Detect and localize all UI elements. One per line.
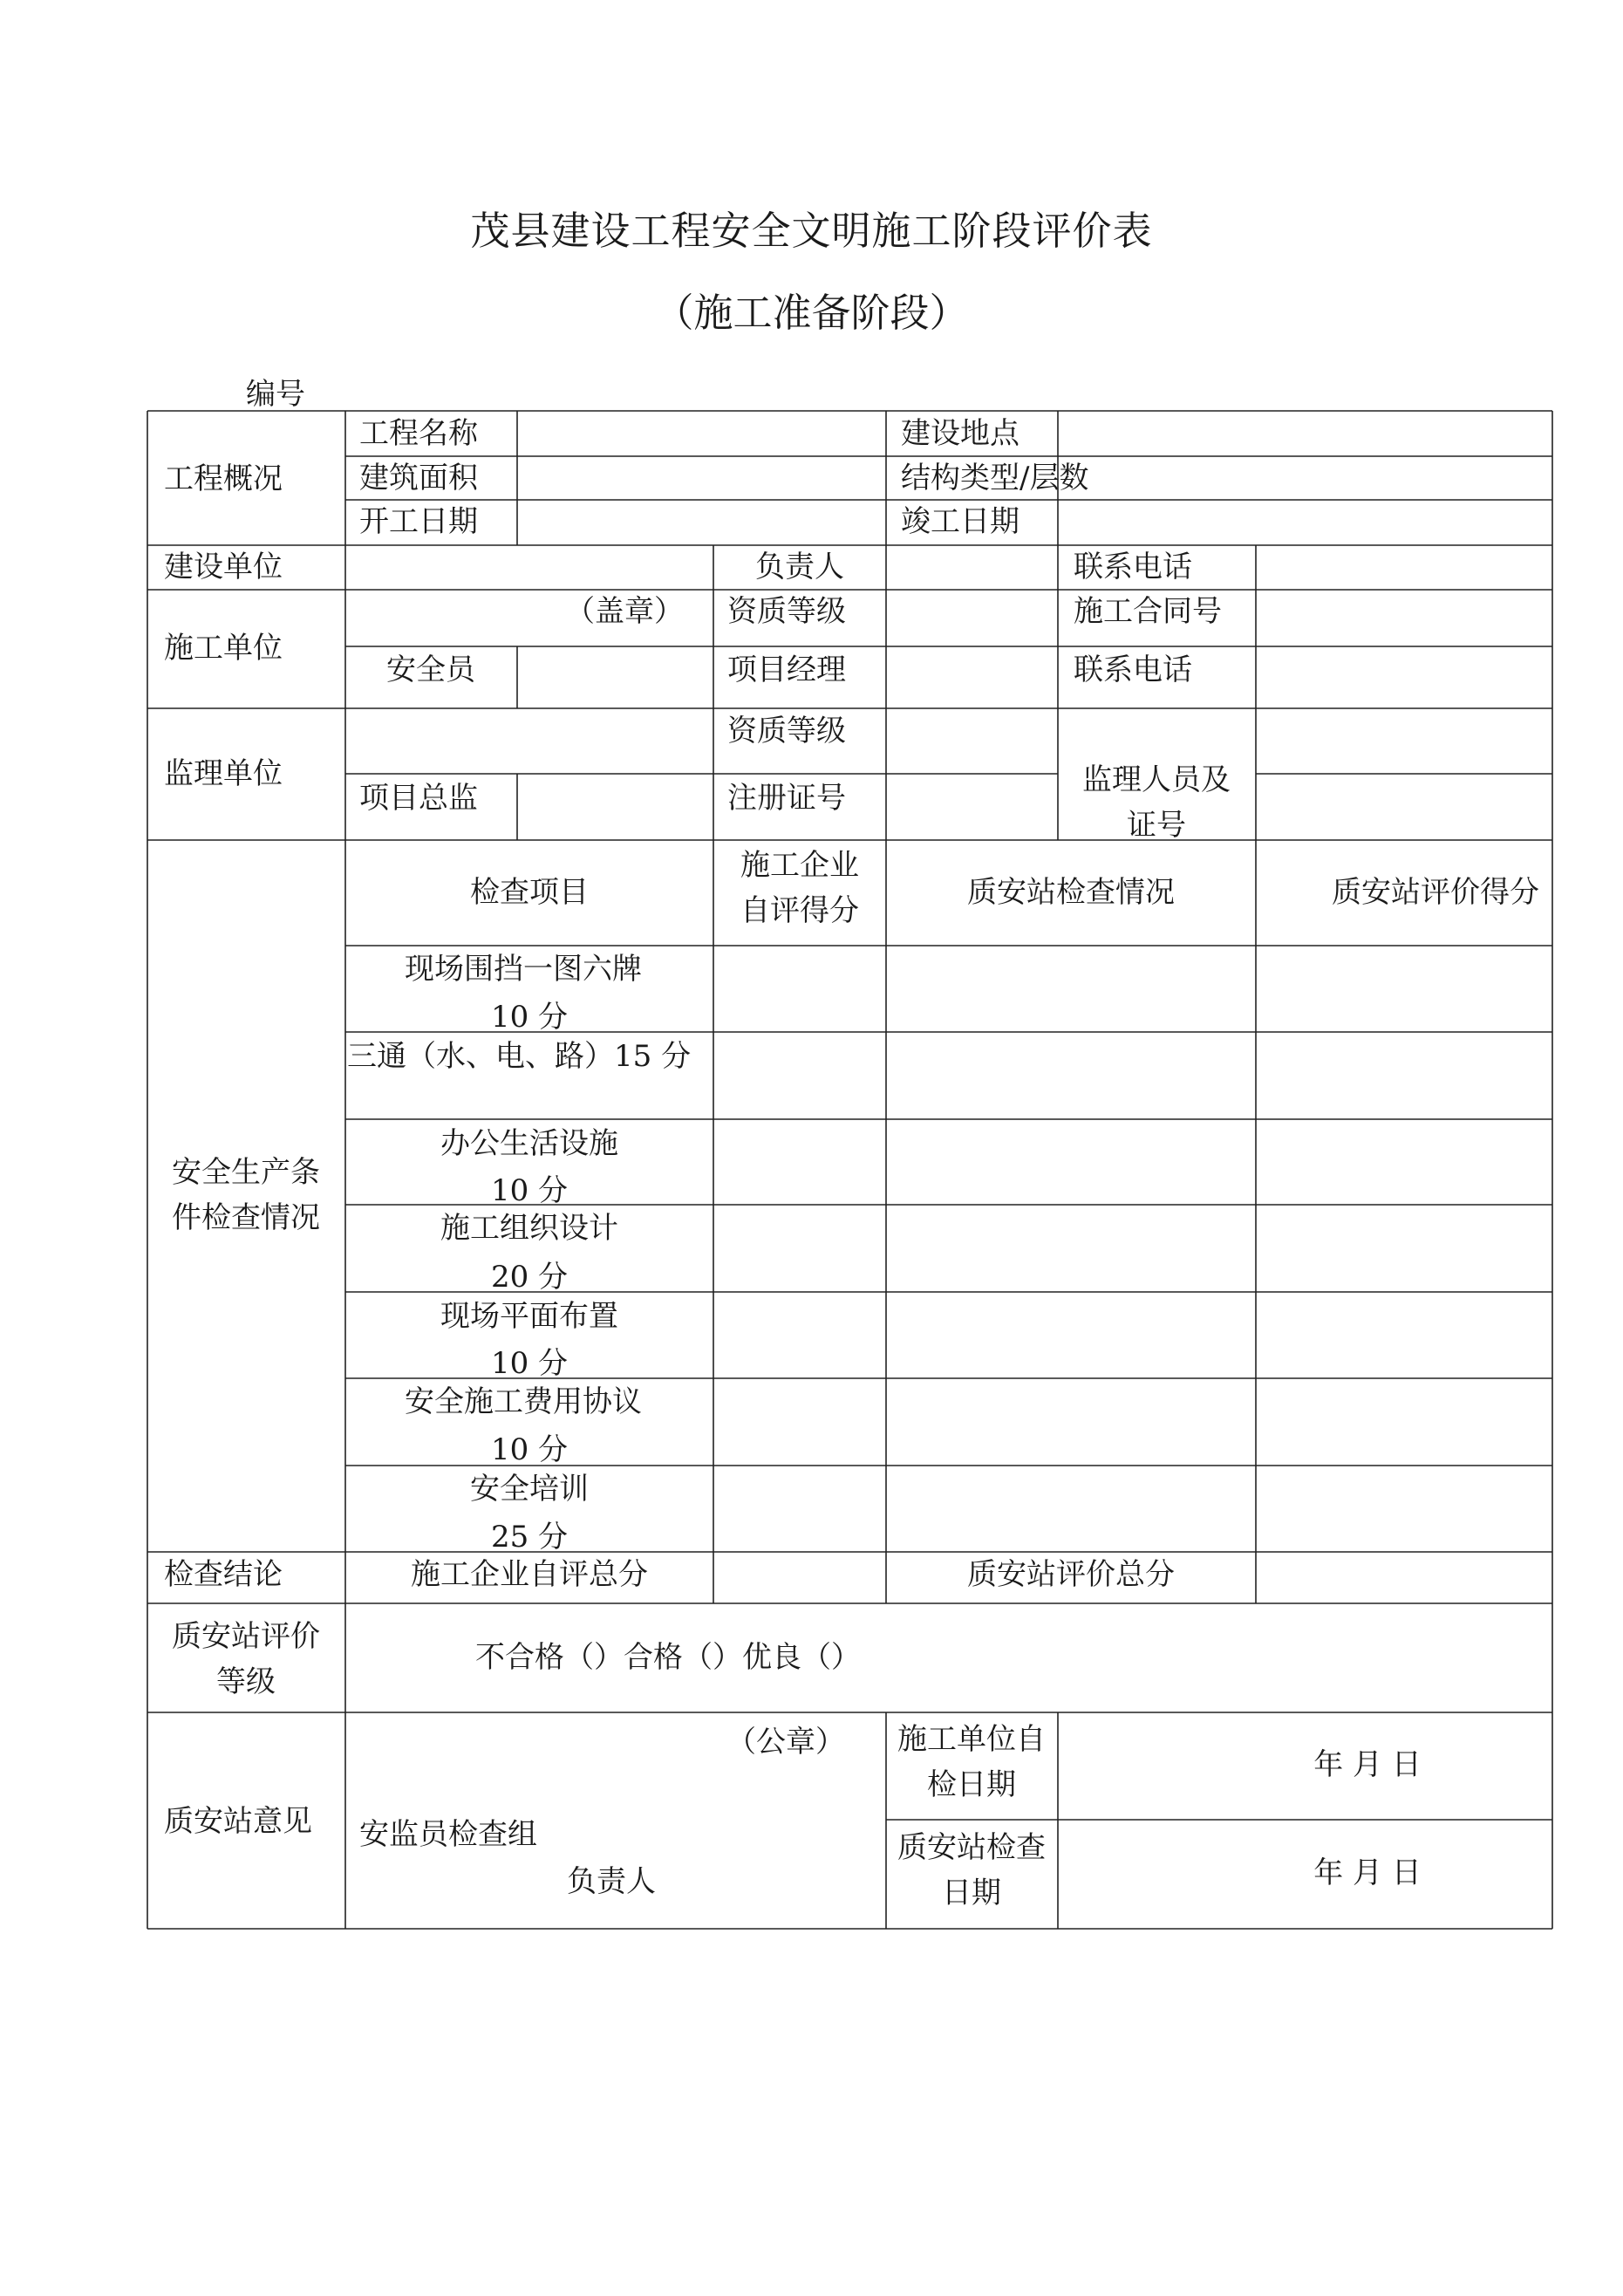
project-manager-label: 项目经理	[727, 653, 846, 687]
owner-phone-label: 联系电话	[1074, 550, 1192, 584]
contractor-qualification-label: 资质等级	[727, 594, 846, 629]
owner-section-label: 建设单位	[164, 550, 283, 584]
contractor-phone-label: 联系电话	[1074, 653, 1192, 687]
owner-person-label: 负责人	[755, 550, 844, 584]
document-title: 茂县建设工程安全文明施工阶段评价表	[470, 208, 1153, 254]
check-item-points: 10 分	[490, 1173, 569, 1208]
start-date-label: 开工日期	[359, 504, 478, 539]
inspection-group-label: 安监员检查组	[359, 1817, 537, 1852]
project-location-label: 建设地点	[901, 416, 1019, 451]
supervisor-staff-label: 监理人员及 证号	[1082, 762, 1231, 843]
document-subtitle: （施工准备阶段）	[654, 290, 969, 336]
checks-section-label: 安全生产条 件检查情况	[172, 1155, 320, 1235]
registration-number-label: 注册证号	[727, 781, 846, 816]
self-check-date-value: 年 月 日	[1313, 1747, 1422, 1782]
check-item-name: 施工组织设计	[440, 1211, 618, 1246]
opinion-section-label: 质安站意见	[164, 1804, 312, 1839]
self-check-date-label: 施工单位自 检日期	[897, 1722, 1046, 1802]
check-item-name: 现场平面布置	[440, 1299, 618, 1334]
col-self-score: 施工企业 自评得分	[740, 848, 859, 928]
chief-supervisor-label: 项目总监	[359, 781, 478, 816]
finish-date-label: 竣工日期	[901, 504, 1019, 539]
grade-section-label: 质安站评价 等级	[172, 1619, 320, 1699]
building-area-label: 建筑面积	[359, 461, 478, 495]
contractor-seal-label: （盖章）	[565, 594, 684, 629]
group-leader-label: 负责人	[567, 1864, 656, 1899]
col-station-score: 质安站评价得分	[1332, 875, 1539, 910]
number-label: 编号	[246, 377, 305, 412]
project-name-label: 工程名称	[359, 416, 478, 451]
check-item-name: 三通（水、电、路）15 分	[347, 1039, 692, 1074]
check-item-name: 安全培训	[470, 1472, 589, 1507]
check-item-points: 10 分	[490, 1432, 569, 1467]
self-total-label: 施工企业自评总分	[411, 1557, 648, 1592]
contractor-section-label: 施工单位	[164, 631, 283, 666]
check-item-points: 20 分	[490, 1260, 569, 1295]
station-check-date-label: 质安站检查 日期	[897, 1830, 1046, 1910]
safety-officer-label: 安全员	[386, 653, 475, 687]
check-item-points: 10 分	[490, 1000, 569, 1035]
grade-options: 不合格（）合格（）优良（）	[475, 1640, 861, 1675]
structure-type-label: 结构类型/层数	[901, 461, 1089, 495]
check-item-name: 办公生活设施	[440, 1126, 618, 1161]
supervisor-section-label: 监理单位	[164, 756, 283, 791]
supervisor-qualification-label: 资质等级	[727, 714, 846, 748]
official-seal-label: （公章）	[726, 1725, 845, 1760]
conclusion-section-label: 检查结论	[164, 1557, 283, 1592]
check-item-points: 10 分	[490, 1346, 569, 1381]
check-item-name: 安全施工费用协议	[405, 1384, 642, 1419]
contract-number-label: 施工合同号	[1074, 594, 1222, 629]
check-item-name: 现场围挡一图六牌	[405, 952, 642, 987]
check-item-points: 25 分	[490, 1520, 569, 1555]
col-station-check: 质安站检查情况	[967, 875, 1175, 910]
station-check-date-value: 年 月 日	[1313, 1855, 1422, 1890]
col-check-item: 检查项目	[470, 875, 589, 910]
overview-section-label: 工程概况	[164, 461, 283, 496]
station-total-label: 质安站评价总分	[967, 1557, 1175, 1592]
